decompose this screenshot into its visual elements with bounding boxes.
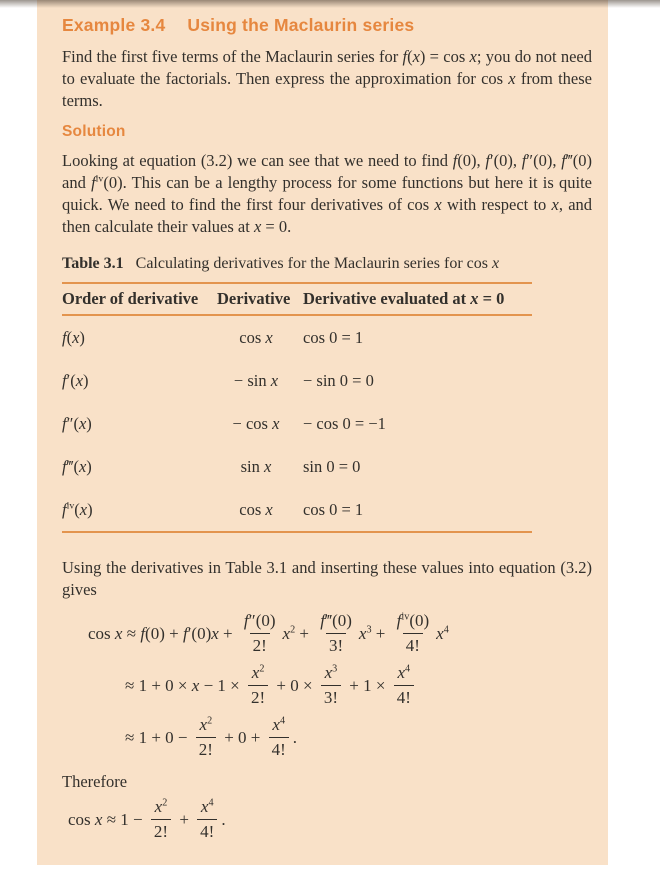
fraction-denominator: 2! [250,633,270,655]
fraction-denominator: 2! [151,819,171,841]
fraction-numerator: $x^2$ [251,662,265,682]
fraction-numerator: f‴(0) [320,610,352,630]
table-row [62,445,592,488]
cell-evaluated: − sin 0 = 0 [303,370,374,390]
equation-segment: ≈ 1 + 0 × x − 1 × [125,675,244,695]
table-row [62,488,592,531]
table-row [62,359,592,402]
result-equation [68,793,592,845]
example-box [37,0,608,865]
fraction [394,664,414,707]
equation-segment: + 0 + [219,727,265,747]
cell-order: f′(x) [62,370,89,390]
equation-segment: . [292,727,298,747]
fraction [269,716,289,759]
fraction-numerator: $x^4$ [200,796,214,816]
using-paragraph: Using the derivatives in Table 3.1 and inserting these values into equation (3.2) gives [62,558,592,599]
equation-segment: $x^2$ + [282,623,314,643]
fraction [317,612,355,655]
cell-evaluated: sin 0 = 0 [303,456,361,476]
fraction [241,612,279,655]
equation-segment: + 0 × [272,675,317,695]
therefore-label: Therefore [62,772,128,791]
example-number: Example 3.4 [62,15,166,35]
fraction-denominator: 2! [248,685,268,707]
cell-evaluated: cos 0 = 1 [303,327,364,347]
fraction [197,798,217,841]
fraction [196,716,216,759]
cell-derivative: cos x [239,327,273,347]
solution-heading: Solution [62,123,126,140]
fraction-denominator: 4! [197,819,217,841]
example-title: Using the Maclaurin series [187,15,415,35]
cell-derivative: sin x [240,456,272,476]
fraction-numerator: $f^{iv}(0)$ [396,610,430,630]
example-heading [62,15,592,36]
fraction-numerator: $x^4$ [397,662,411,682]
table-caption-label: Table 3.1 [62,255,124,272]
table-header-row [62,284,592,314]
table-caption-text: Calculating derivatives for the Maclaurin series for cos x [135,255,500,272]
cell-derivative: − cos x [232,413,280,433]
fraction-numerator: $x^3$ [324,662,338,682]
equation-segment: + 1 × [345,675,390,695]
header-derivative-evaluated: Derivative evaluated at x = 0 [303,289,505,308]
equation-segment: . [221,809,226,829]
fraction-numerator: $x^2$ [154,796,168,816]
cell-derivative: cos x [239,499,273,519]
equation-segment: cos x ≈ f(0) + f′(0)x + [88,623,237,643]
equation-line-1 [88,607,592,659]
equation-line-2 [125,659,592,711]
fraction [394,612,433,655]
cell-derivative: − sin x [233,370,279,390]
intro-paragraph: Find the first five terms of the Maclaurin series for f(x) = cos x; you do not need to evaluate the factorials. Then express the approximation for cos x from these terms. [62,47,593,110]
cell-evaluated: − cos 0 = −1 [303,413,386,433]
fraction-denominator: 2! [196,737,216,759]
equation-segment: ≈ 1 + 0 − [125,727,192,747]
cell-order: $f^{iv}(x)$ [62,499,93,519]
fraction-denominator: 3! [326,633,346,655]
fraction-numerator: $x^2$ [199,714,213,734]
fraction-numerator: $x^4$ [272,714,286,734]
fraction [248,664,268,707]
header-order-of-derivative: Order of derivative [62,289,199,308]
equation-line-3 [125,711,592,763]
equation-segment: cos x ≈ 1 − [68,809,147,829]
equation-segment: $x^3$ + [358,623,390,643]
equation-segment: + [175,809,194,829]
solution-paragraph: Looking at equation (3.2) we can see that we need to find f(0), f′(0), f″(0), f‴(0) and $f^{iv}(0)$. This can be a lengthy process for some functions but here it is quite quick. We need to find the first four derivatives of cos x with respect to x, and then calculate their values at x = 0. [62,151,593,236]
fraction-denominator: 4! [403,633,423,655]
table-3-1 [62,253,592,533]
table-row [62,402,592,445]
cell-order: f‴(x) [62,456,92,476]
table-caption [62,253,592,275]
fraction-denominator: 4! [269,737,289,759]
table-row [62,316,592,359]
fraction-numerator: f″(0) [243,610,276,630]
cell-evaluated: cos 0 = 1 [303,499,364,519]
fraction-denominator: 4! [394,685,414,707]
table-rule-bottom [62,531,532,533]
cell-order: f(x) [62,327,85,347]
derivation-equations [62,607,592,763]
fraction-denominator: 3! [321,685,341,707]
fraction [321,664,341,707]
header-derivative: Derivative [217,289,291,308]
cell-order: f″(x) [62,413,92,433]
fraction [151,798,171,841]
equation-segment: $x^4$ [436,623,449,643]
